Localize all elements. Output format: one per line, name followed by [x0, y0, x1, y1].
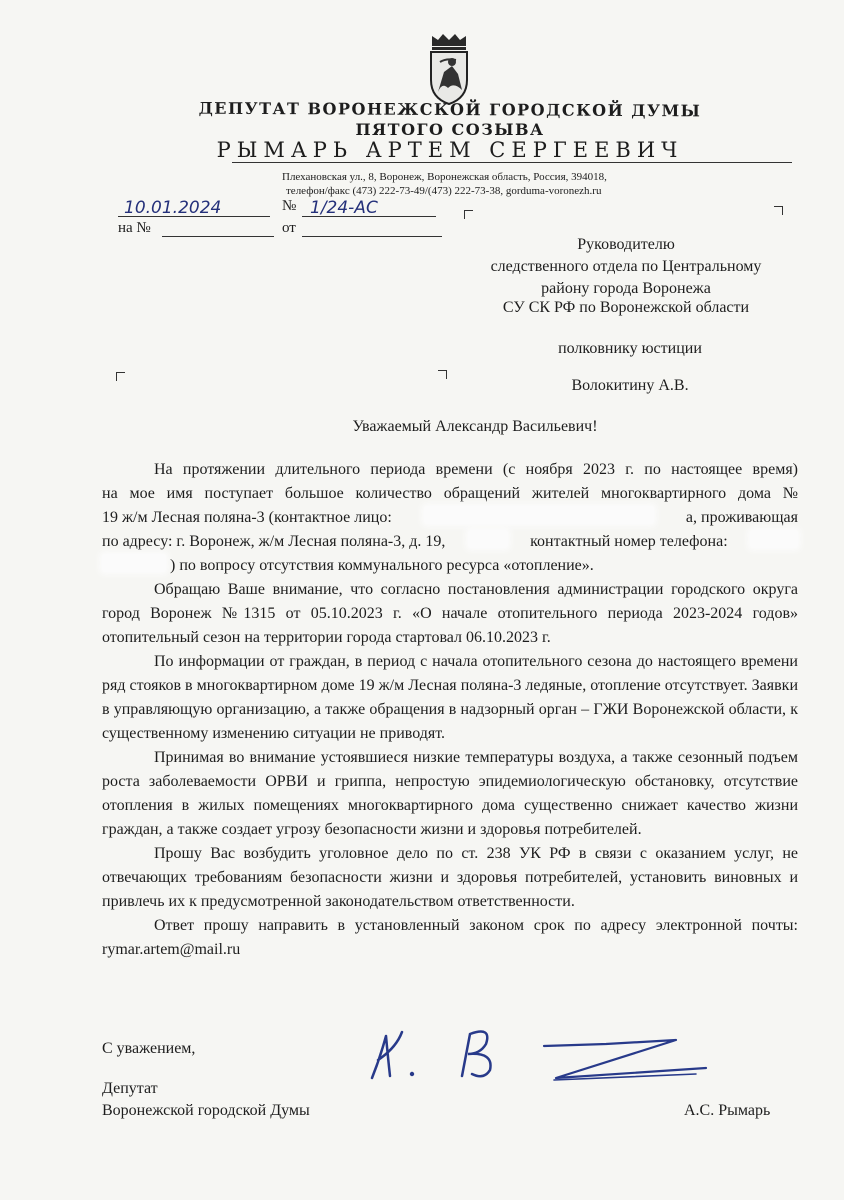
header-title: ДЕПУТАТ ВОРОНЕЖСКОЙ ГОРОДСКОЙ ДУМЫ — [198, 98, 702, 121]
header-divider — [232, 162, 792, 163]
addressee-line: СУ СК РФ по Воронежской области — [502, 299, 750, 316]
body-paragraph: Ответ прошу направить в установленный законом срок по адресу электронной почты: rymar.artem@mail.ru — [102, 917, 798, 958]
addressee-line: следственного отдела по Центральному — [490, 258, 762, 275]
corner-mark — [774, 206, 783, 215]
signatory-position: Депутат — [102, 1080, 158, 1097]
body-line: на мое имя поступает большое количество обращений жителей многоквартирного дома № — [102, 485, 798, 502]
date-underline — [118, 216, 270, 217]
body-paragraph: Обращаю Ваше внимание, что согласно постановления администрации городского округа город Воронеж №1315 от 05.10.2023 г. «О начале отопительного периода 2023-2024 годов» отопительный сезон на территории города стартовал 06.10.2023 г. — [102, 581, 798, 646]
body-paragraph: Принимая во внимание устоявшиеся низкие температуры воздуха, а также сезонный подъем роста заболеваемости ОРВИ и гриппа, непростую эпидемиологическую обстановку, отсутствие отопления в жилых помещениях многоквартирного дома существенно снижает качество жизни граждан, а также создает угрозу безопасности жизни и здоровья потребителей. — [102, 749, 798, 838]
number-label: № — [282, 198, 297, 214]
header-convocation: ПЯТОГО СОЗЫВА — [355, 120, 545, 139]
registration-number: 1/24-АС — [310, 198, 378, 218]
redacted-contact-name — [424, 506, 654, 524]
redacted-phone-end — [102, 554, 166, 572]
body-line: На протяжении длительного периода времени (с ноября 2023 г. по настоящее время) — [154, 461, 798, 478]
corner-mark — [464, 210, 473, 219]
redacted-apartment — [468, 530, 508, 548]
number-underline — [302, 216, 436, 217]
letter-body — [102, 458, 798, 962]
header-contacts: телефон/факс (473) 222-73-49/(473) 222-73-38, gorduma-voronezh.ru — [286, 185, 602, 197]
voronezh-coat-of-arms-icon — [426, 32, 472, 106]
signatory-position: Воронежской городской Думы — [102, 1102, 310, 1119]
ref-from-label: от — [282, 220, 296, 236]
body-line — [102, 506, 798, 530]
body-text-fragment: а, проживающая — [685, 509, 798, 526]
deputy-name: РЫМАРЬ АРТЕМ СЕРГЕЕВИЧ — [216, 138, 684, 162]
redacted-phone — [750, 530, 798, 548]
body-line — [102, 554, 798, 578]
signatory-name: А.С. Рымарь — [684, 1102, 771, 1119]
addressee-line: Руководителю — [577, 236, 675, 253]
salutation: Уважаемый Александр Васильевич! — [352, 418, 598, 435]
addressee-rank: полковнику юстиции — [558, 340, 702, 357]
body-paragraph: По информации от граждан, в период с начала отопительного сезона до настоящего времени ряд стояков в многоквартирном доме 19 ж/м Лесная поляна-3 ледяные, отопление отсутствует. Заявки в управляющую организацию, а также обращения в надзорный орган – ГЖИ Воронежской области, к существенному изменению ситуации не приводят. — [102, 653, 798, 742]
header-address: Плехановская ул., 8, Воронеж, Воронежская область, Россия, 394018, — [282, 171, 607, 183]
ref-number-label: на № — [118, 220, 151, 236]
corner-mark — [116, 372, 125, 381]
ref-number-underline — [162, 236, 274, 237]
body-line — [102, 530, 798, 554]
registration-date: 10.01.2024 — [124, 198, 222, 218]
body-paragraph: Прошу Вас возбудить уголовное дело по ст. 238 УК РФ в связи с оказанием услуг, не отвечающих требованиям безопасности жизни и здоровья потребителей, установить виновных и привлечь их к предусмотренной законодательством ответственности. — [102, 845, 798, 910]
addressee-name: Волокитину А.В. — [571, 377, 689, 394]
body-text-fragment: контактный номер телефона: — [530, 533, 728, 550]
body-text-fragment: ) по вопросу отсутствия коммунального ресурса «отопление». — [170, 557, 594, 574]
closing-regards: С уважением, — [102, 1040, 196, 1057]
signature-icon — [366, 1018, 712, 1090]
body-text-fragment: 19 ж/м Лесная поляна-3 (контактное лицо: — [102, 509, 392, 526]
body-text-fragment: по адресу: г. Воронеж, ж/м Лесная поляна-3, д. 19, — [102, 533, 446, 550]
addressee-line: району города Воронежа — [541, 280, 711, 297]
